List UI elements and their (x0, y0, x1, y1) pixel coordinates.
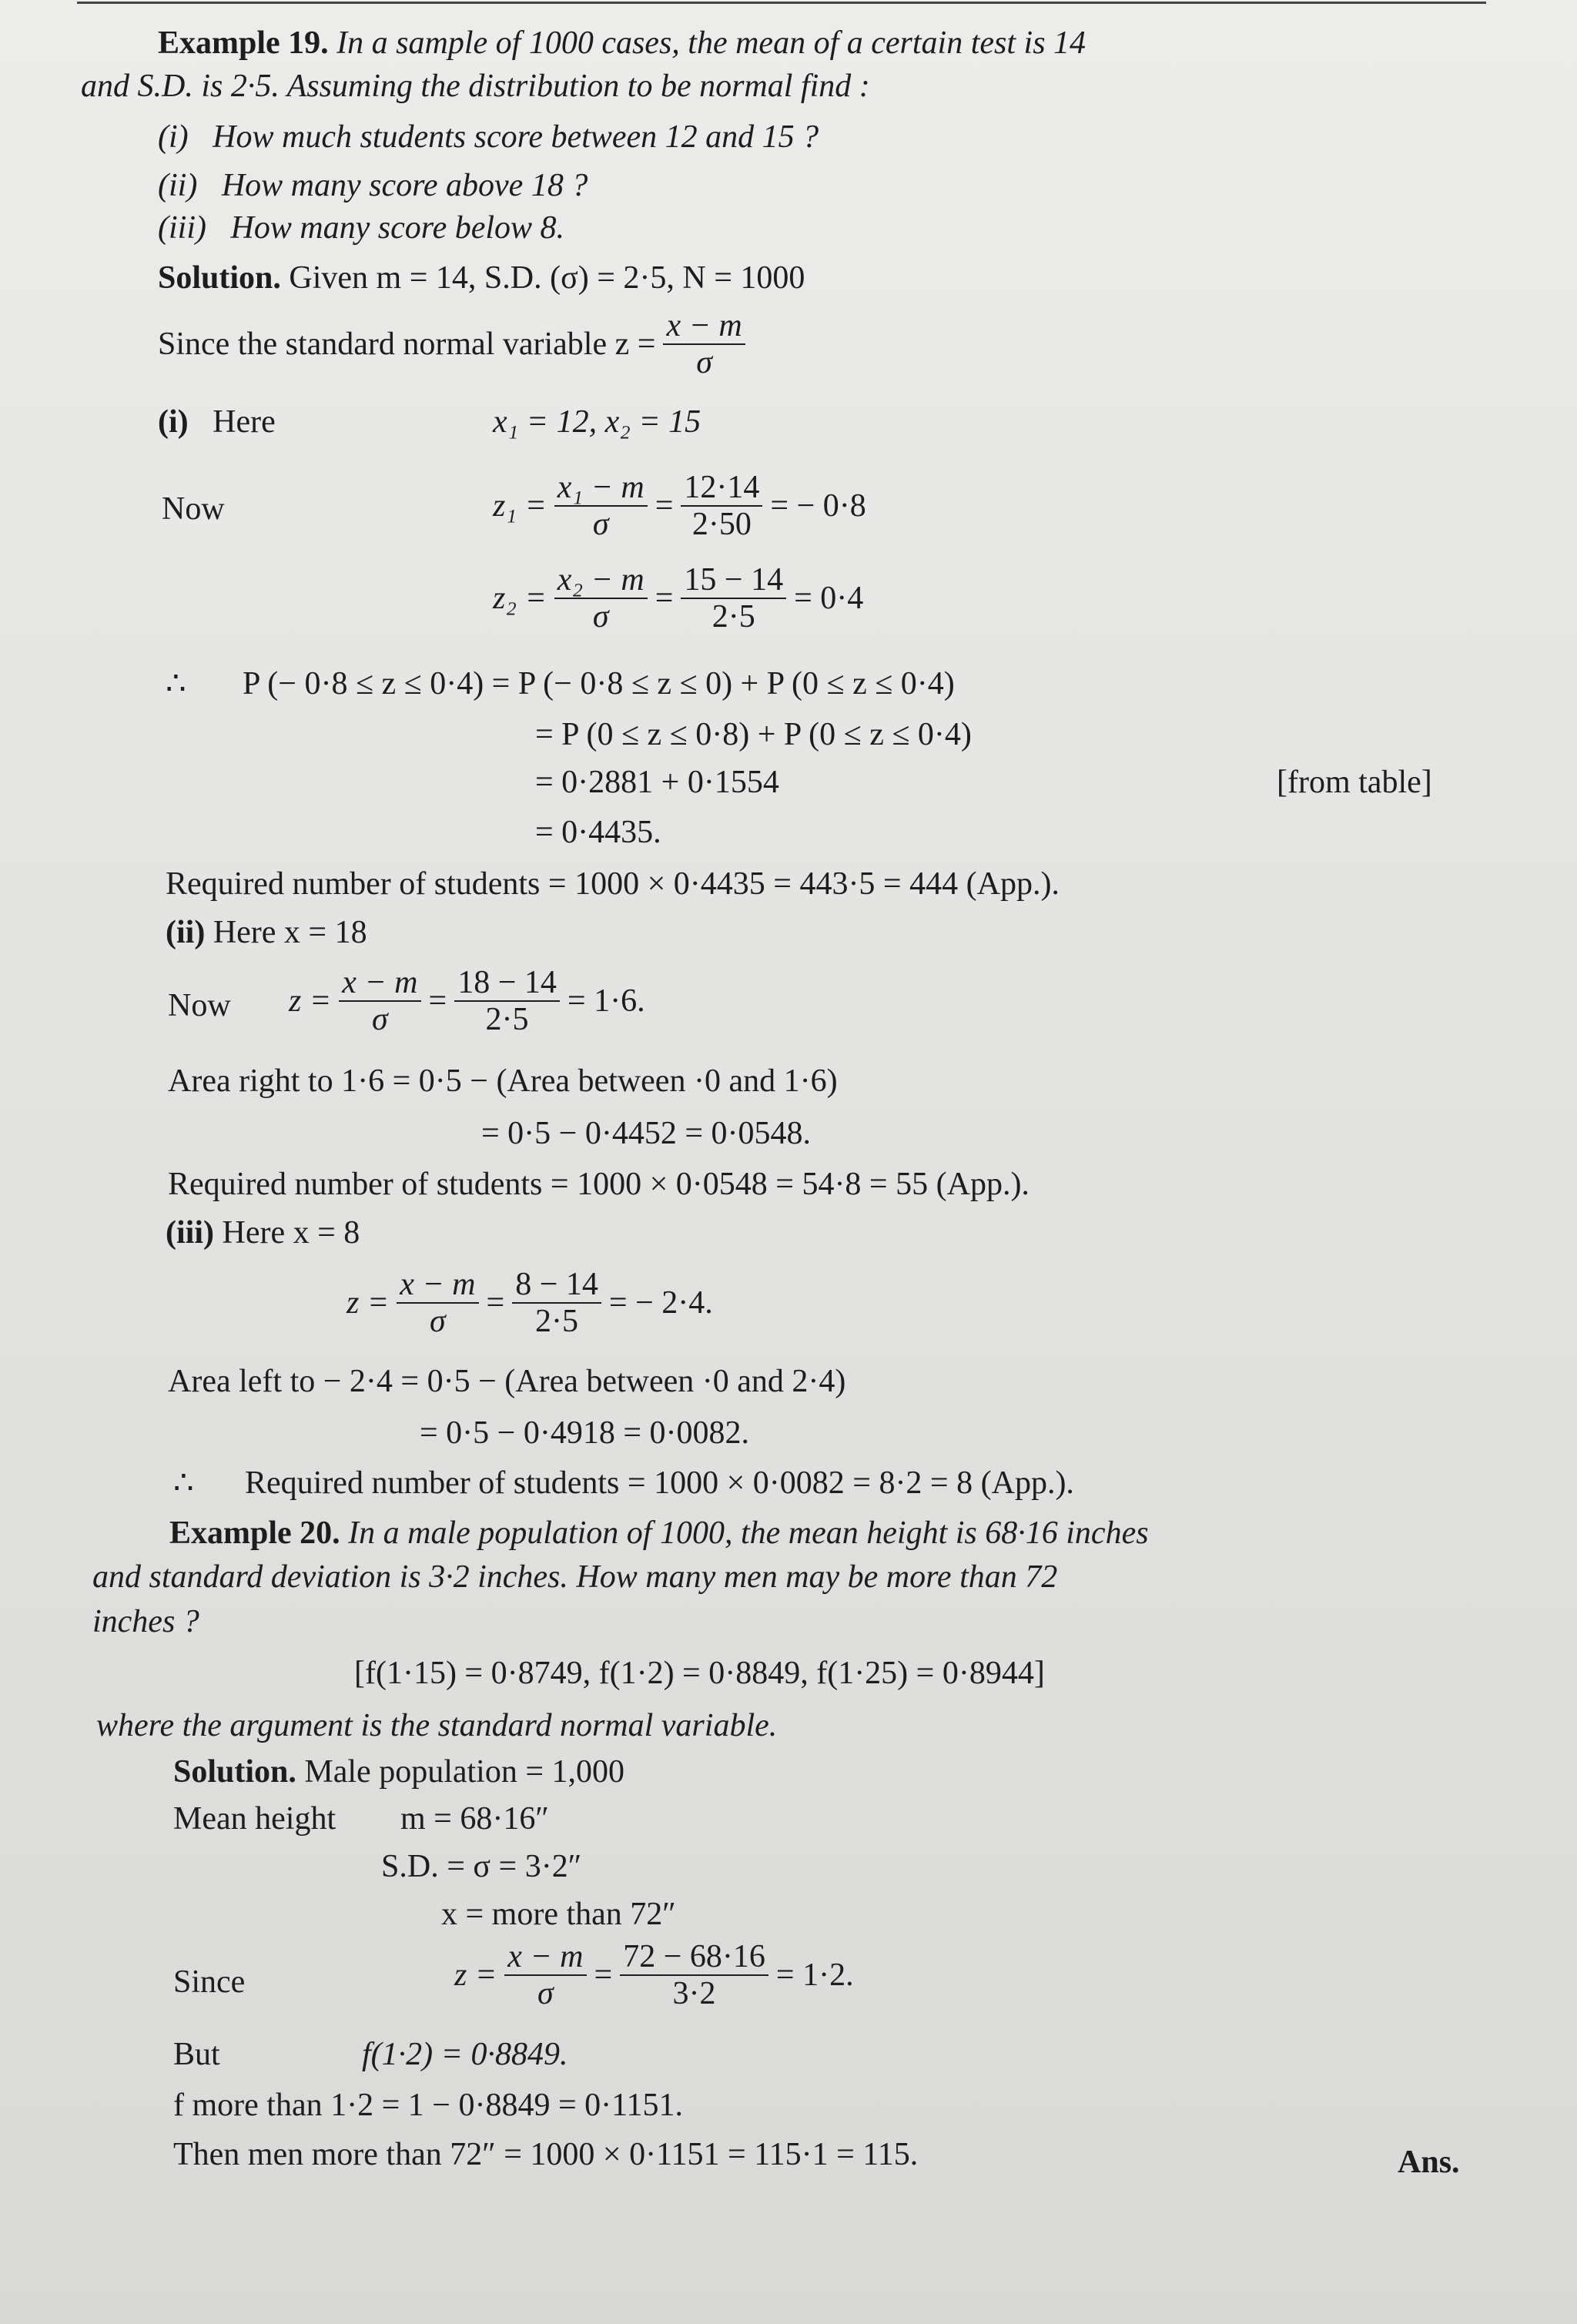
ans-label: Ans. (1398, 2145, 1460, 2180)
ex19-solution-given: Solution. Given m = 14, S.D. (σ) = 2·5, N = 1000 (158, 260, 805, 296)
but-label: But (173, 2037, 220, 2072)
area-left-line-1: Area left to − 2·4 = 0·5 − (Area between ·0 and 2·4) (168, 1364, 846, 1399)
f12-value: f(1·2) = 0·8849. (362, 2037, 568, 2072)
i-x-values: x₁ = 12, x₂ = 15 (493, 404, 701, 440)
now-label-2: Now (168, 988, 231, 1023)
f-more-than: f more than 1·2 = 1 − 0·8849 = 0·1151. (173, 2088, 684, 2123)
sd-value: S.D. = σ = 3·2″ (381, 1849, 582, 1884)
x-value: x = more than 72″ (441, 1897, 676, 1932)
z2-equation: z₂ = $\frac{\text{x₂ − m}}{\sigma}$ = $\frac{15 - 14}{2\cdot 5}$ = 0·4 (493, 562, 864, 635)
top-rule (77, 2, 1486, 4)
iii-z-equation: z = $\frac{x - m}{\sigma}$ = $\frac{8 - 14}{2\cdot 5}$ = − 2·4. (347, 1267, 713, 1339)
ex20-solution-pop: Solution. Male population = 1,000 (173, 1754, 625, 1790)
ex19-text2: and S.D. is 2·5. Assuming the distribution to be normal find : (81, 69, 870, 104)
therefore-symbol-2: ∴ (173, 1465, 194, 1501)
from-table-note: [from table] (1277, 765, 1432, 800)
z-formula-fraction: $\frac{x - m}{\sigma}$ (663, 308, 745, 380)
prob-line-3: = 0·2881 + 0·1554 (535, 765, 779, 800)
ex20-line1: Example 20. In a male population of 1000, the mean height is 68·16 inches (169, 1515, 1149, 1551)
ex20-z-equation: z = $\frac{x - m}{\sigma}$ = $\frac{72 - 68\cdot 16}{3\cdot 2}$ = 1·2. (454, 1939, 854, 2011)
ex19-q3: (iii) How many score below 8. (158, 210, 565, 246)
ex20-label: Example 20. (169, 1515, 340, 1551)
prob-line-1: P (− 0·8 ≤ z ≤ 0·4) = P (− 0·8 ≤ z ≤ 0) + P (0 ≤ z ≤ 0·4) (243, 666, 955, 702)
ex19-q2: (ii) How many score above 18 ? (158, 168, 588, 203)
since-standard-normal: Since the standard normal variable z = $\frac{x - m}{\sigma}$ (158, 308, 745, 380)
z1-equation: z₁ = $\frac{\text{x₁ − m}}{\sigma}$ = $\frac{12\cdot 14}{2\cdot 50}$ = − 0·8 (493, 470, 866, 542)
area-right-line-1: Area right to 1·6 = 0·5 − (Area between ·0 and 1·6) (168, 1063, 838, 1099)
i-here: (i) Here (158, 404, 276, 440)
since-label: Since (173, 1964, 246, 2000)
required-students-3: Required number of students = 1000 × 0·0082 = 8·2 = 8 (App.). (245, 1465, 1074, 1501)
final-result: Then men more than 72″ = 1000 × 0·1151 = 115·1 = 115. (173, 2137, 919, 2172)
area-left-line-2: = 0·5 − 0·4918 = 0·0082. (420, 1415, 750, 1451)
ex19-text1: In a sample of 1000 cases, the mean of a certain test is 14 (336, 25, 1086, 61)
mean-height-value: m = 68·16″ (400, 1801, 549, 1837)
required-students-2: Required number of students = 1000 × 0·0548 = 54·8 = 55 (App.). (168, 1167, 1030, 1202)
iii-here: (iii) Here x = 8 (166, 1215, 360, 1251)
required-students-1: Required number of students = 1000 × 0·4435 = 443·5 = 444 (App.). (166, 866, 1060, 902)
ex19-line1 (158, 23, 1086, 63)
ii-here: (ii) Here x = 18 (166, 915, 367, 950)
ex20-text3: inches ? (92, 1604, 199, 1639)
now-label-1: Now (162, 491, 225, 527)
ii-z-equation: z = $\frac{x - m}{\sigma}$ = $\frac{18 - 14}{2\cdot 5}$ = 1·6. (289, 965, 645, 1037)
ex20-where: where the argument is the standard normal variable. (96, 1708, 778, 1743)
ex19-label: Example 19. (158, 25, 329, 61)
area-right-line-2: = 0·5 − 0·4452 = 0·0548. (481, 1116, 812, 1151)
prob-line-2: = P (0 ≤ z ≤ 0·8) + P (0 ≤ z ≤ 0·4) (535, 717, 972, 752)
prob-line-4: = 0·4435. (535, 815, 661, 850)
ex20-text2: and standard deviation is 3·2 inches. How many men may be more than 72 (92, 1559, 1058, 1595)
therefore-symbol-1: ∴ (166, 666, 186, 702)
mean-height-label: Mean height (173, 1801, 336, 1837)
ex20-f-values: [f(1·15) = 0·8749, f(1·2) = 0·8849, f(1·25) = 0·8944] (354, 1656, 1045, 1691)
ex19-q1: (i) How much students score between 12 and 15 ? (158, 119, 819, 155)
